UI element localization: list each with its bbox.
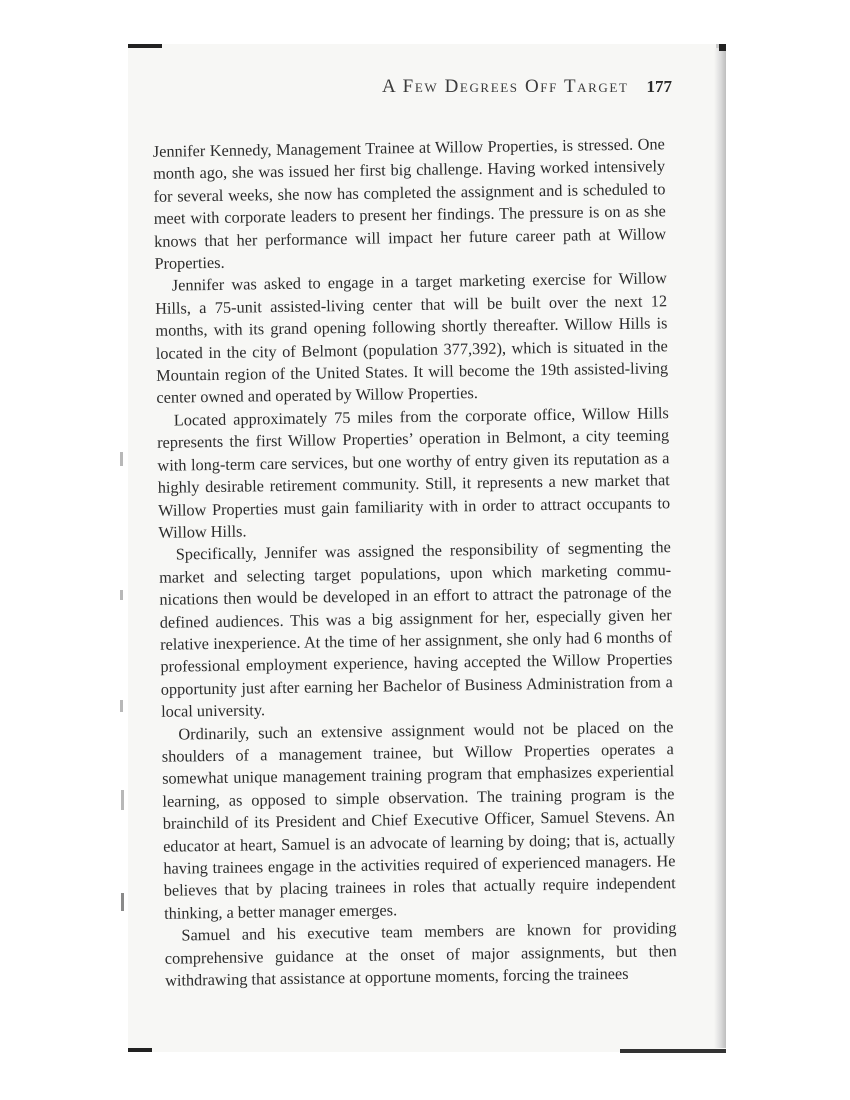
bleed-through-speck	[120, 700, 123, 712]
page-gutter-shadow	[714, 48, 726, 1048]
bleed-through-speck	[121, 893, 124, 911]
body-text	[153, 133, 678, 999]
scan-corner-mark-top-left	[128, 44, 162, 48]
running-head-title: A Few Degrees Off Target	[382, 76, 629, 97]
scan-corner-mark-bottom-left	[128, 1048, 152, 1052]
bleed-through-speck	[120, 590, 123, 600]
paragraph: Located approximately 75 miles from the corporate office, Willow Hills represents the first Willow Properties’ operation in Belmont, a city teeming with long-term care services, but one worthy of entry given its reputation as a highly desirable retirement community. Still, it represents a new market that Willow Properties must gain familiarity with in order to attract occupants to Willow Hills.	[156, 403, 671, 542]
running-head	[330, 76, 672, 100]
paragraph: Ordinarily, such an extensive assignment would not be placed on the shoulders of a management trainee, but Willow Properties operates a somewhat unique management training program that emphasizes experiential learning, as opposed to simple observation. The training program is the brainchild of its President and Chief Executive Officer, Samuel Stevens. An educator at heart, Samuel is an advocate of learning by doing; that is, actually having trainees engage in the activities required of experienced managers. He believes that by placing trainees in roles that actually require independent thinking, a better manager emerges.	[161, 716, 676, 923]
paragraph: Jennifer Kennedy, Management Trainee at Willow Properties, is stressed. One month ago, she was issued her first big challenge. Having worked intensively for several weeks, she now has completed the assignment and is scheduled to meet with corporate leaders to present her findings. The pressure is on as she knows that her performance will impact her future career path at Willow Properties.	[152, 134, 667, 273]
paragraph: Samuel and his executive team members are known for providing comprehensive guidance at the onset of major assignments, but then withdrawing that assistance at opportune moments, forcing the trainees	[164, 918, 677, 990]
scan-corner-mark-top-right	[719, 44, 726, 51]
scan-corner-mark-bottom-right	[620, 1049, 726, 1053]
paragraph: Jennifer was asked to engage in a target marketing exercise for Willow Hills, a 75-unit assisted-living center that will be built over the next 12 months, with its grand opening following shortly thereafter. Willow Hills is located in the city of Belmont (population 377,392), which is situated in the Mountain region of the United States. It will become the 19th assisted-living center owned and operated by Willow Properties.	[155, 268, 669, 408]
bleed-through-speck	[121, 790, 124, 810]
paragraph: Specifically, Jennifer was assigned the responsibility of segmenting the market and selecting target populations, upon which marketing communications then would be developed in an effort to attract the patronage of the defined audiences. This was a big assignment for her, especially given her relative inexperience. At the time of her assignment, she only had 6 months of professional employment experience, having accepted the Willow Properties opportunity just after earning her Bachelor of Business Administration from a local university.	[158, 537, 673, 721]
page-number: 177	[646, 77, 672, 96]
bleed-through-speck	[120, 452, 123, 466]
